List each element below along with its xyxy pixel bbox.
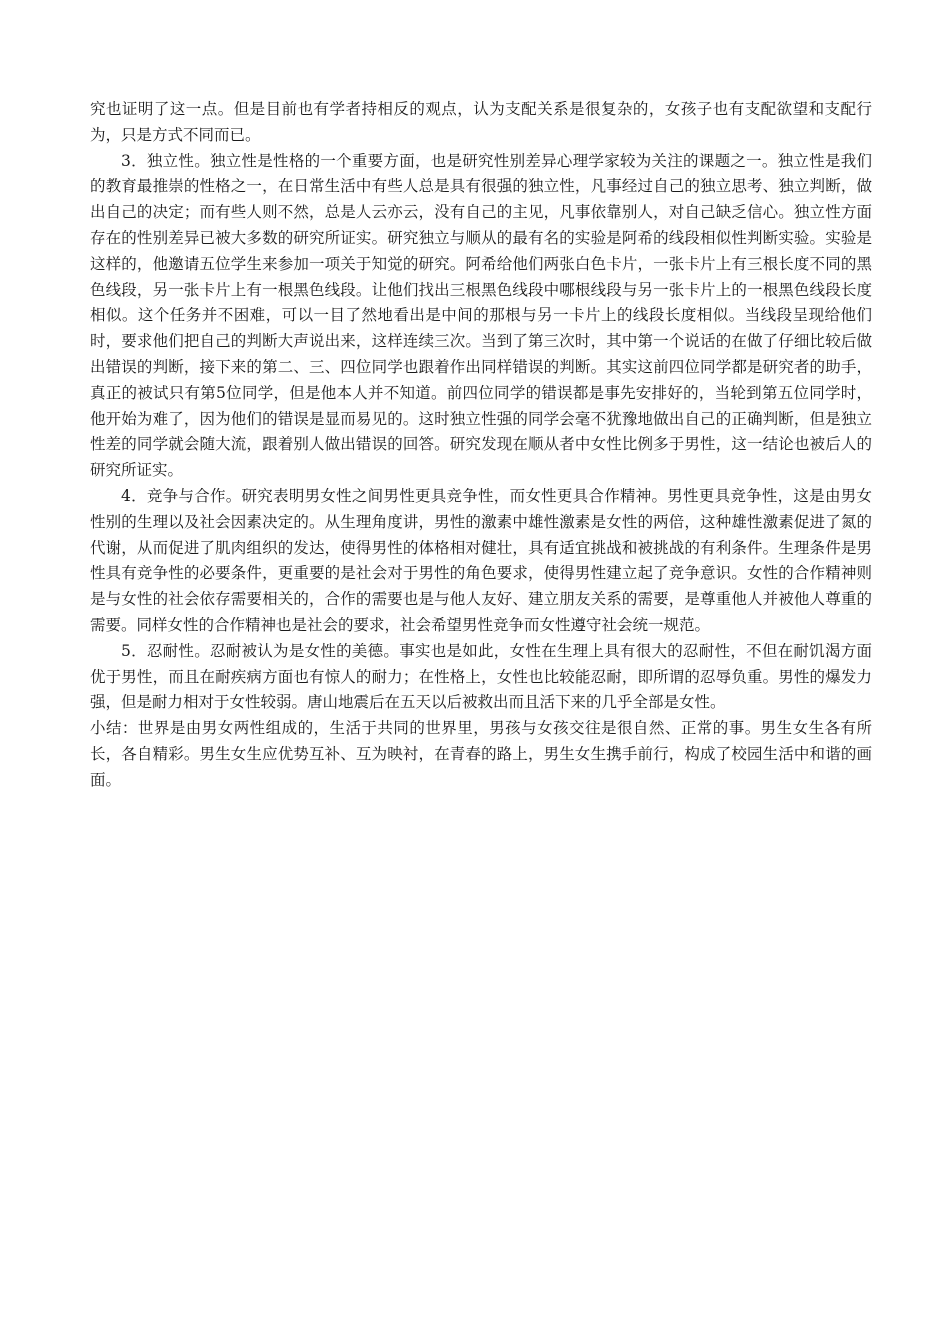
- paragraph-competition-cooperation: 4．竞争与合作。研究表明男女性之间男性更具竞争性，而女性更具合作精神。男性更具竞争性，这是由男女性别的生理以及社会因素决定的。从生理角度讲，男性的激素中雄性激素是女性的两倍，这种雄性激素促进了氮的代谢，从而促进了肌肉组织的发达，使得男性的体格相对健壮，具有适宜挑战和被挑战的有利条件。生理条件是男性具有竞争性的必要条件，更重要的是社会对于男性的角色要求，使得男性建立起了竞争意识。女性的合作精神则是与女性的社会依存需要相关的，合作的需要也是与他人友好、建立朋友关系的需要，是尊重他人并被他人尊重的需要。同样女性的合作精神也是社会的要求，社会希望男性竞争而女性遵守社会统一规范。: [90, 486, 872, 634]
- document-body: [90, 97, 872, 794]
- paragraph-independence: 3．独立性。独立性是性格的一个重要方面，也是研究性别差异心理学家较为关注的课题之一。独立性是我们的教育最推崇的性格之一，在日常生活中有些人总是具有很强的独立性，凡事经过自己的独立思考、独立判断，做出自己的决定；而有些人则不然，总是人云亦云，没有自己的主见，凡事依靠别人，对自己缺乏信心。独立性方面存在的性别差异已被大多数的研究所证实。研究独立与顺从的最有名的实验是阿希的线段相似性判断实验。实验是这样的，他邀请五位学生来参加一项关于知觉的研究。阿希给他们两张白色卡片，一张卡片上有三根长度不同的黑色线段，另一张卡片上有一根黑色线段。让他们找出三根黑色线段中哪根线段与另一张卡片上的一根黑色线段长度相似。这个任务并不困难，可以一目了然地看出是中间的那根与另一卡片上的线段长度相似。当线段呈现给他们时，要求他们把自己的判断大声说出来，这样连续三次。当到了第三次时，其中第一个说话的在做了仔细比较后做出错误的判断，接下来的第二、三、四位同学也跟着作出同样错误的判断。其实这前四位同学都是研究者的助手，真正的被试只有第5位同学，但是他本人并不知道。前四位同学的错误都是事先安排好的，当轮到第五位同学时，他开始为难了，因为他们的错误是显而易见的。这时独立性强的同学会毫不犹豫地做出自己的正确判断，但是独立性差的同学就会随大流，跟着别人做出错误的回答。研究发现在顺从者中女性比例多于男性，这一结论也被后人的研究所证实。: [90, 151, 872, 480]
- paragraph-continuation: 究也证明了这一点。但是目前也有学者持相反的观点，认为支配关系是很复杂的，女孩子也有支配欲望和支配行为，只是方式不同而已。: [90, 100, 872, 144]
- paragraph-summary: 小结：世界是由男女两性组成的，生活于共同的世界里，男孩与女孩交往是很自然、正常的事。男生女生各有所长，各自精彩。男生女生应优势互补、互为映衬，在青春的路上，男生女生携手前行，构成了校园生活中和谐的画面。: [90, 719, 872, 789]
- paragraph-endurance: 5．忍耐性。忍耐被认为是女性的美德。事实也是如此，女性在生理上具有很大的忍耐性，不但在耐饥渴方面优于男性，而且在耐疾病方面也有惊人的耐力；在性格上，女性也比较能忍耐，即所谓的忍辱负重。男性的爆发力强，但是耐力相对于女性较弱。唐山地震后在五天以后被救出而且活下来的几乎全部是女性。: [90, 641, 872, 712]
